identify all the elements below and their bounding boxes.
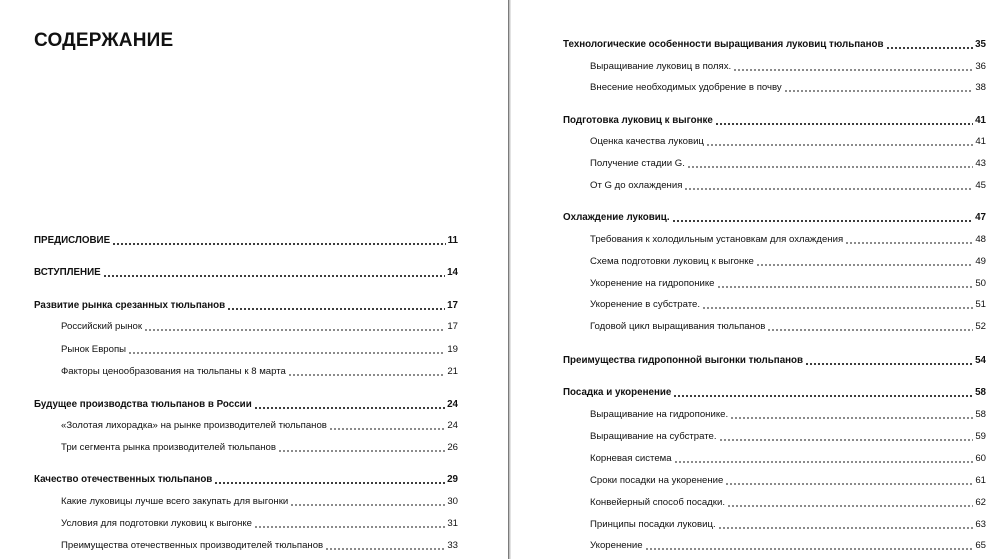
toc-subentry <box>590 158 986 170</box>
toc-page-number: 65 <box>975 540 986 551</box>
dot-leader <box>329 428 445 430</box>
dot-leader <box>288 374 445 376</box>
right-page <box>512 0 1000 559</box>
toc-section-entry <box>563 212 986 224</box>
toc-subentry <box>61 420 458 432</box>
toc-section-entry <box>34 300 458 312</box>
toc-subentry <box>590 453 986 465</box>
toc-page-number: 43 <box>975 158 986 169</box>
toc-subentry <box>590 234 986 246</box>
toc-entry-title: Укоренение в субстрате. <box>590 299 701 310</box>
dot-leader <box>719 439 974 441</box>
toc-page-number: 60 <box>975 453 986 464</box>
toc-entry-title: Годовой цикл выращивания тюльпанов <box>590 321 766 332</box>
dot-leader <box>144 329 445 331</box>
toc-subentry <box>590 278 986 290</box>
toc-page-number: 31 <box>447 518 458 529</box>
toc-entry-title: ВСТУПЛЕНИЕ <box>34 267 101 278</box>
toc-page-number: 11 <box>447 235 458 246</box>
toc-page-number: 61 <box>975 475 986 486</box>
toc-section-entry <box>34 474 458 486</box>
toc-entry-title: Укоренение на гидропонике <box>590 278 715 289</box>
toc-entry-title: Преимущества отечественных производителей тюльпанов <box>61 540 324 551</box>
toc-entry-title: Выращивание луковиц в полях. <box>590 61 732 72</box>
toc-entry-title: Корневая система <box>590 453 672 464</box>
toc-subentry <box>590 519 986 531</box>
toc-entry-title: Схема подготовки луковиц к выгонке <box>590 256 754 267</box>
toc-entry-title: «Золотая лихорадка» на рынке производителей тюльпанов <box>61 420 327 431</box>
toc-subentry <box>61 366 458 378</box>
toc-subentry <box>590 409 986 421</box>
toc-page-number: 24 <box>447 399 458 410</box>
toc-entry-title: Факторы ценообразования на тюльпаны к 8 марта <box>61 366 286 377</box>
toc-entry-title: Укоренение <box>590 540 643 551</box>
dot-leader <box>112 243 446 245</box>
toc-entry-title: Конвейерный способ посадки. <box>590 497 726 508</box>
toc-entry-title: Российский рынок <box>61 321 143 332</box>
toc-page-number: 63 <box>975 519 986 530</box>
toc-entry-title: Развитие рынка срезанных тюльпанов <box>34 300 226 311</box>
dot-leader <box>278 450 445 452</box>
dot-leader <box>103 275 445 277</box>
toc-subentry <box>590 497 986 509</box>
toc-subentry <box>61 540 458 552</box>
dot-leader <box>845 242 973 244</box>
toc-subentry <box>590 136 986 148</box>
toc-page-number: 17 <box>447 300 458 311</box>
toc-section-entry <box>563 387 986 399</box>
dot-leader <box>128 352 445 354</box>
toc-subentry <box>590 61 986 73</box>
toc-entry-title: ПРЕДИСЛОВИЕ <box>34 235 111 246</box>
dot-leader <box>784 90 974 92</box>
toc-page-number: 35 <box>975 39 986 50</box>
toc-page-number: 17 <box>447 321 458 332</box>
toc-page-number: 24 <box>447 420 458 431</box>
toc-entry-title: Технологические особенности выращивания луковиц тюльпанов <box>563 39 884 50</box>
dot-leader <box>254 407 445 409</box>
toc-subentry <box>590 431 986 443</box>
toc-entry-title: Качество отечественных тюльпанов <box>34 474 213 485</box>
toc-page-number: 58 <box>975 409 986 420</box>
dot-leader <box>725 483 973 485</box>
toc-entry-title: Какие луковицы лучше всего закупать для выгонки <box>61 496 289 507</box>
toc-subentry <box>61 442 458 454</box>
dot-leader <box>733 69 973 71</box>
dot-leader <box>290 504 445 506</box>
dot-leader <box>805 363 973 365</box>
dot-leader <box>227 308 445 310</box>
toc-page-number: 51 <box>975 299 986 310</box>
dot-leader <box>687 166 973 168</box>
toc-page-number: 41 <box>975 115 986 126</box>
toc-subentry <box>61 518 458 530</box>
toc-entry-title: Получение стадии G. <box>590 158 685 169</box>
toc-subentry <box>590 180 986 192</box>
dot-leader <box>645 548 974 550</box>
toc-subentry <box>61 496 458 508</box>
dot-leader <box>715 123 973 125</box>
toc-page-number: 21 <box>447 366 458 377</box>
toc-page-number: 14 <box>447 267 458 278</box>
toc-page-number: 50 <box>975 278 986 289</box>
dot-leader <box>674 461 974 463</box>
toc-page-number: 48 <box>975 234 986 245</box>
toc-entry-title: От G до охлаждения <box>590 180 683 191</box>
dot-leader <box>325 548 445 550</box>
toc-subentry <box>590 82 986 94</box>
toc-entry-title: Принципы посадки луковиц. <box>590 519 716 530</box>
toc-subentry <box>590 321 986 333</box>
dot-leader <box>730 417 973 419</box>
toc-subentry <box>590 475 986 487</box>
dot-leader <box>673 395 973 397</box>
toc-page-number: 62 <box>975 497 986 508</box>
toc-page-number: 52 <box>975 321 986 332</box>
toc-entry-title: Сроки посадки на укоренение <box>590 475 724 486</box>
toc-subentry <box>590 540 986 552</box>
toc-entry-title: Будущее производства тюльпанов в России <box>34 399 252 410</box>
toc-entry-title: Выращивание на субстрате. <box>590 431 717 442</box>
toc-entry-title: Внесение необходимых удобрение в почву <box>590 82 782 93</box>
dot-leader <box>706 144 973 146</box>
dot-leader <box>756 264 973 266</box>
toc-page-number: 38 <box>975 82 986 93</box>
toc-subentry <box>61 344 458 356</box>
toc-entry-title: Требования к холодильным установкам для охлаждения <box>590 234 844 245</box>
toc-subentry <box>590 256 986 268</box>
toc-section-entry <box>563 355 986 367</box>
toc-entry-title: Выращивание на гидропонике. <box>590 409 729 420</box>
toc-entry-title: Подготовка луковиц к выгонке <box>563 115 713 126</box>
toc-entry-title: Оценка качества луковиц <box>590 136 704 147</box>
toc-entry-title: Охлаждение луковиц. <box>563 212 670 223</box>
dot-leader <box>684 188 973 190</box>
toc-page-number: 29 <box>447 474 458 485</box>
dot-leader <box>672 220 974 222</box>
toc-section-entry <box>563 39 986 51</box>
toc-entry-title: Три сегмента рынка производителей тюльпанов <box>61 442 276 453</box>
dot-leader <box>254 526 445 528</box>
toc-page-number: 41 <box>975 136 986 147</box>
toc-page-number: 30 <box>447 496 458 507</box>
book-spine <box>508 0 511 559</box>
dot-leader <box>886 47 974 49</box>
toc-page-number: 59 <box>975 431 986 442</box>
toc-page-number: 58 <box>975 387 986 398</box>
dot-leader <box>727 505 973 507</box>
toc-page-number: 19 <box>447 344 458 355</box>
toc-page-number: 47 <box>975 212 986 223</box>
toc-page-number: 45 <box>975 180 986 191</box>
toc-page-number: 33 <box>447 540 458 551</box>
dot-leader <box>717 286 974 288</box>
dot-leader <box>214 482 445 484</box>
dot-leader <box>718 527 974 529</box>
toc-entry-title: Посадка и укоренение <box>563 387 672 398</box>
toc-section-entry <box>34 399 458 411</box>
toc-entry-title: Условия для подготовки луковиц к выгонке <box>61 518 253 529</box>
toc-subentry <box>61 321 458 333</box>
toc-page-number: 36 <box>975 61 986 72</box>
toc-page-number: 49 <box>975 256 986 267</box>
toc-page-number: 26 <box>447 442 458 453</box>
toc-page-number: 54 <box>975 355 986 366</box>
dot-leader <box>767 329 973 331</box>
page-title: СОДЕРЖАНИЕ <box>34 30 174 51</box>
toc-subentry <box>590 299 986 311</box>
toc-section-entry <box>34 235 458 247</box>
toc-entry-title: Преимущества гидропонной выгонки тюльпанов <box>563 355 804 366</box>
toc-section-entry <box>563 115 986 127</box>
toc-entry-title: Рынок Европы <box>61 344 127 355</box>
toc-section-entry <box>34 267 458 279</box>
dot-leader <box>702 307 973 309</box>
